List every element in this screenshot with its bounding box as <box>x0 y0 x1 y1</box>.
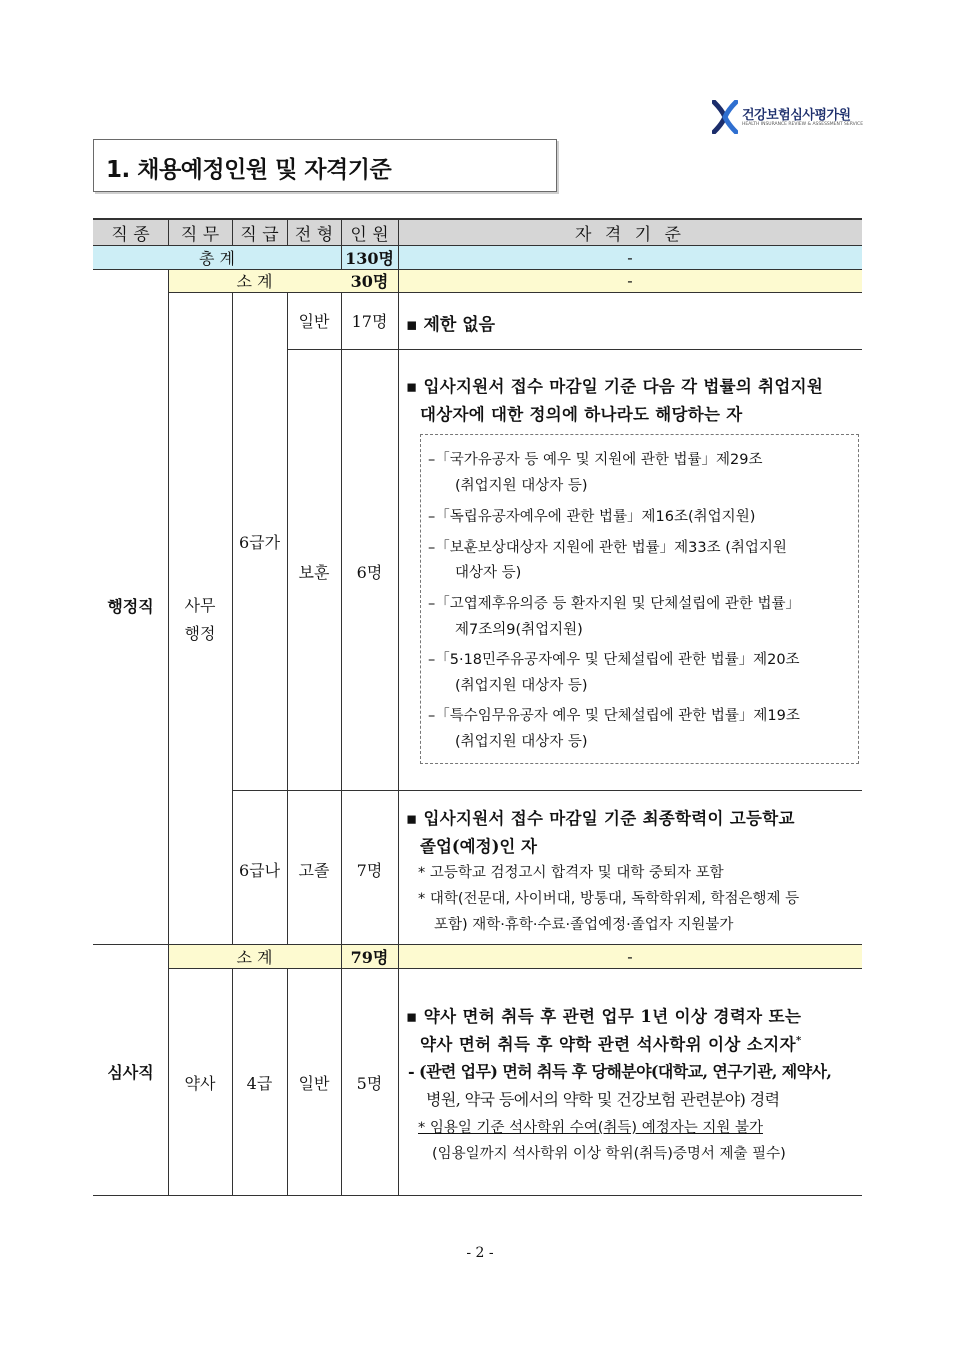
law-item: 대상자 등) <box>455 565 522 581</box>
review-criteria-line4: 병원, 약국 등에서의 약학 및 건강보험 관련분야) 경력 <box>426 1090 780 1109</box>
law-item: –「5·18민주유공자예우 및 단체설립에 관한 법률」제20조 <box>428 652 800 668</box>
review-criteria-line2 <box>420 1031 802 1055</box>
row-veteran-count: 6명 <box>356 562 383 582</box>
law-item: 제7조의9(취업지원) <box>455 622 583 638</box>
review-criteria-line6: (임용일까지 석사학위 이상 학위(취득)증명서 제출 필수) <box>432 1146 786 1162</box>
hira-logo-icon <box>712 100 738 134</box>
header-job-type: 직 종 <box>111 224 150 245</box>
law-item: (취업지원 대상자 등) <box>455 734 588 750</box>
header-grade: 직 급 <box>240 224 279 245</box>
admin-subtotal-criteria: - <box>627 271 633 290</box>
review-criteria-line2-mark: * <box>795 1035 802 1047</box>
row-highschool-criteria-line1: ▪ 입사지원서 접수 마감일 기준 최종학력이 고등학교 <box>406 809 795 828</box>
review-duty: 약사 <box>184 1073 216 1093</box>
row-highschool-track: 고졸 <box>298 860 330 880</box>
review-criteria-line2-text: 약사 면허 취득 후 약학 관련 석사학위 이상 소지자 <box>420 1035 796 1054</box>
row-general-criteria: ▪ 제한 없음 <box>406 315 496 335</box>
row-general-count: 17명 <box>351 312 388 331</box>
row-highschool-note3: 포함) 재학·휴학·수료·졸업예정·졸업자 지원불가 <box>434 917 734 933</box>
row-veteran-criteria-line1: ▪ 입사지원서 접수 마감일 기준 다음 각 법률의 취업지원 <box>406 377 824 396</box>
logo-subtitle: HEALTH INSURANCE REVIEW & ASSESSMENT SERVICE <box>742 122 864 127</box>
admin-duty-line1: 사무 <box>184 595 216 615</box>
review-criteria-line1: ▪ 약사 면허 취득 후 관련 업무 1년 이상 경력자 또는 <box>406 1007 802 1026</box>
review-subtotal-label: 소 계 <box>236 947 273 967</box>
total-criteria: - <box>627 247 633 267</box>
law-item: (취업지원 대상자 등) <box>455 678 588 694</box>
law-item: –「보훈보상대상자 지원에 관한 법률」제33조 (취업지원 <box>428 540 787 556</box>
law-item: –「특수임무유공자 예우 및 단체설립에 관한 법률」제19조 <box>428 708 800 724</box>
section-title-box <box>93 139 557 192</box>
section-title: 1. 채용예정인원 및 자격기준 <box>106 157 392 183</box>
header-duty: 직 무 <box>180 224 220 245</box>
row-veteran-criteria-line2: 대상자에 대한 정의에 하나라도 해당하는 자 <box>420 405 743 424</box>
row-highschool-note1: * 고등학교 검정고시 합격자 및 대학 중퇴자 포함 <box>418 865 724 881</box>
row-highschool-criteria-line2: 졸업(예정)인 자 <box>420 837 537 856</box>
row-veteran-track: 보훈 <box>298 562 330 582</box>
law-item: (취업지원 대상자 등) <box>455 478 588 494</box>
law-item: –「국가유공자 등 예우 및 지원에 관한 법률」제29조 <box>428 452 763 468</box>
review-subtotal-count: 79명 <box>350 947 389 967</box>
total-label: 총 계 <box>199 248 235 268</box>
review-criteria-line5: * 임용일 기준 석사학위 수여(취득) 예정자는 지원 불가 <box>418 1120 763 1136</box>
review-subtotal-criteria: - <box>627 946 633 966</box>
total-count: 130명 <box>345 248 394 268</box>
admin-duty-line2: 행정 <box>184 623 216 643</box>
review-job-type: 심사직 <box>107 1062 154 1082</box>
logo-name: 건강보험심사평가원 <box>742 108 851 123</box>
admin-job-type: 행정직 <box>107 596 154 616</box>
logo <box>712 100 872 136</box>
header-count: 인 원 <box>350 224 389 245</box>
admin-subtotal-label: 소 계 <box>236 272 273 291</box>
page-number: - 2 - <box>466 1245 494 1261</box>
row-general-track: 일반 <box>298 312 330 331</box>
law-item: –「독립유공자예우에 관한 법률」제16조(취업지원) <box>428 509 756 525</box>
review-grade: 4급 <box>246 1073 273 1093</box>
header-criteria: 자 격 기 준 <box>575 224 685 245</box>
header-track: 전 형 <box>294 224 334 245</box>
review-count: 5명 <box>356 1073 383 1093</box>
row-highschool-grade: 6급나 <box>238 860 281 880</box>
admin-subtotal-count: 30명 <box>350 272 389 291</box>
review-criteria-line3: - (관련 업무) 면허 취득 후 당해분야(대학교, 연구기관, 제약사, <box>408 1062 832 1081</box>
row-highschool-count: 7명 <box>356 860 383 880</box>
row-highschool-note2: * 대학(전문대, 사이버대, 방통대, 독학학위제, 학점은행제 등 <box>418 891 800 907</box>
law-item: –「고엽제후유의증 등 환자지원 및 단체설립에 관한 법률」 <box>428 596 801 612</box>
review-track: 일반 <box>298 1073 330 1093</box>
row-veteran-grade: 6급가 <box>238 532 281 552</box>
